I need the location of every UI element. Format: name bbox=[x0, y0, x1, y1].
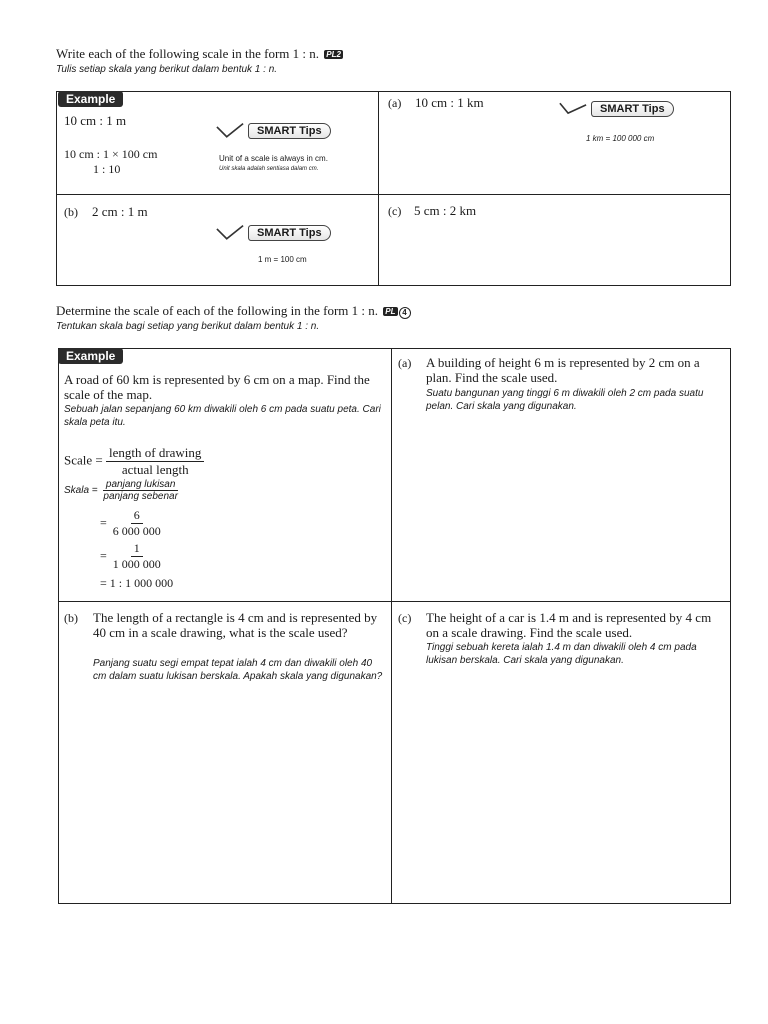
s2-a-question-en: A building of height 6 m is represented by 2 cm on a plan. Find the scale used. bbox=[426, 355, 700, 385]
scale-fraction-den: actual length bbox=[121, 462, 189, 477]
skala-fraction bbox=[100, 479, 181, 502]
section2-instruction-ms: Tentukan skala bagi setiap yang berikut dalam bentuk 1 : n. bbox=[56, 321, 320, 332]
s1-b-tip: 1 m = 100 cm bbox=[258, 255, 307, 264]
scale-formula bbox=[64, 445, 204, 478]
s2-a-question-ms: Suatu bangunan yang tinggi 6 m diwakili oleh 2 cm pada suatu pelan. Cari skala yang digunakan. bbox=[426, 388, 704, 412]
skala-label: Skala bbox=[64, 485, 90, 497]
scale-label: Scale bbox=[64, 452, 93, 468]
fraction-2-num: 1 bbox=[131, 541, 143, 557]
step-fraction-1 bbox=[100, 508, 164, 539]
example-step1: 10 cm : 1 × 100 cm bbox=[64, 147, 158, 161]
fraction-1 bbox=[110, 508, 164, 539]
s2-example-question-ms: Sebuah jalan sepanjang 60 km diwakili oleh 6 cm pada suatu peta. Cari skala peta itu. bbox=[64, 404, 381, 428]
equals-sign: = bbox=[100, 515, 107, 530]
scale-fraction bbox=[106, 445, 204, 478]
s1-a-question: 10 cm : 1 km bbox=[415, 95, 484, 110]
equals-sign: = bbox=[95, 452, 103, 468]
section2-instruction-en: Determine the scale of each of the following in the form 1 : n. bbox=[56, 303, 379, 318]
s1-a-tip: 1 km = 100 000 cm bbox=[586, 134, 655, 143]
smart-tips-a bbox=[555, 100, 674, 118]
smart-tips-b bbox=[212, 224, 331, 242]
s2-c-question-en: The height of a car is 1.4 m and is represented by 4 cm on a scale drawing. Find the scale used. bbox=[426, 610, 712, 640]
skala-fraction-den: panjang sebenar bbox=[103, 491, 178, 502]
example-tip-en: Unit of a scale is always in cm. bbox=[219, 154, 328, 163]
pencil-check-icon bbox=[555, 100, 591, 118]
smart-tips-label: SMART Tips bbox=[248, 225, 331, 241]
s1-c-label: (c) bbox=[388, 204, 402, 218]
skala-formula bbox=[64, 479, 181, 502]
scale-fraction-num: length of drawing bbox=[106, 445, 204, 462]
s2-b-question-en: The length of a rectangle is 4 cm and is represented by 40 cm in a scale drawing, what is the scale used? bbox=[93, 610, 378, 640]
s2-example-question-en: A road of 60 km is represented by 6 cm on a map. Find the scale of the map. bbox=[64, 372, 370, 402]
fraction-1-den: 6 000 000 bbox=[112, 524, 161, 538]
section1-grid bbox=[56, 91, 731, 286]
pl-badge: PL2 bbox=[326, 50, 341, 59]
s2-a-label: (a) bbox=[398, 356, 412, 370]
s1-b-question: 2 cm : 1 m bbox=[92, 204, 148, 219]
example-step2: 1 : 10 bbox=[93, 162, 121, 176]
example-question: 10 cm : 1 m bbox=[64, 113, 127, 128]
example-result: = 1 : 1 000 000 bbox=[100, 576, 174, 590]
equals-sign: = bbox=[91, 485, 98, 497]
s2-c-label: (c) bbox=[398, 611, 412, 625]
smart-tips-example bbox=[212, 122, 331, 140]
section1-instruction bbox=[56, 46, 343, 62]
example-tag-1: Example bbox=[58, 91, 123, 107]
fraction-2-den: 1 000 000 bbox=[112, 557, 161, 571]
pl-number: 4 bbox=[399, 307, 411, 319]
s1-c-question: 5 cm : 2 km bbox=[414, 203, 477, 218]
s2-b-question-ms: Panjang suatu segi empat tepat ialah 4 cm dan diwakili oleh 40 cm dalam suatu lukisan berskala. Apakah skala yang digunakan? bbox=[93, 658, 383, 682]
s2-b-label: (b) bbox=[64, 611, 78, 625]
pencil-check-icon bbox=[212, 122, 248, 140]
s1-b-label: (b) bbox=[64, 205, 78, 219]
section2-divider-h bbox=[58, 601, 731, 602]
section2-instruction bbox=[56, 303, 411, 319]
s2-c-question-ms: Tinggi sebuah kereta ialah 1.4 m dan diwakili oleh 4 cm pada lukisan berskala. Cari skala yang digunakan. bbox=[426, 642, 697, 666]
pencil-check-icon bbox=[212, 224, 248, 242]
section1-instruction-ms: Tulis setiap skala yang berikut dalam bentuk 1 : n. bbox=[56, 64, 278, 75]
section1-instruction-en: Write each of the following scale in the form 1 : n. bbox=[56, 46, 320, 61]
skala-fraction-num: panjang lukisan bbox=[103, 479, 179, 491]
s1-a-label: (a) bbox=[388, 96, 402, 110]
fraction-1-num: 6 bbox=[131, 508, 143, 524]
smart-tips-label: SMART Tips bbox=[591, 101, 674, 117]
section1-divider-h bbox=[56, 194, 731, 195]
smart-tips-label: SMART Tips bbox=[248, 123, 331, 139]
section2-divider-v bbox=[391, 348, 392, 904]
example-tip-ms: Unit skala adalah sentiasa dalam cm. bbox=[219, 166, 319, 172]
equals-sign: = bbox=[100, 548, 107, 563]
example-tag-2: Example bbox=[58, 348, 123, 364]
fraction-2 bbox=[110, 541, 164, 572]
pl-badge: PL bbox=[385, 307, 396, 316]
section1-divider-v bbox=[378, 91, 379, 286]
step-fraction-2 bbox=[100, 541, 164, 572]
